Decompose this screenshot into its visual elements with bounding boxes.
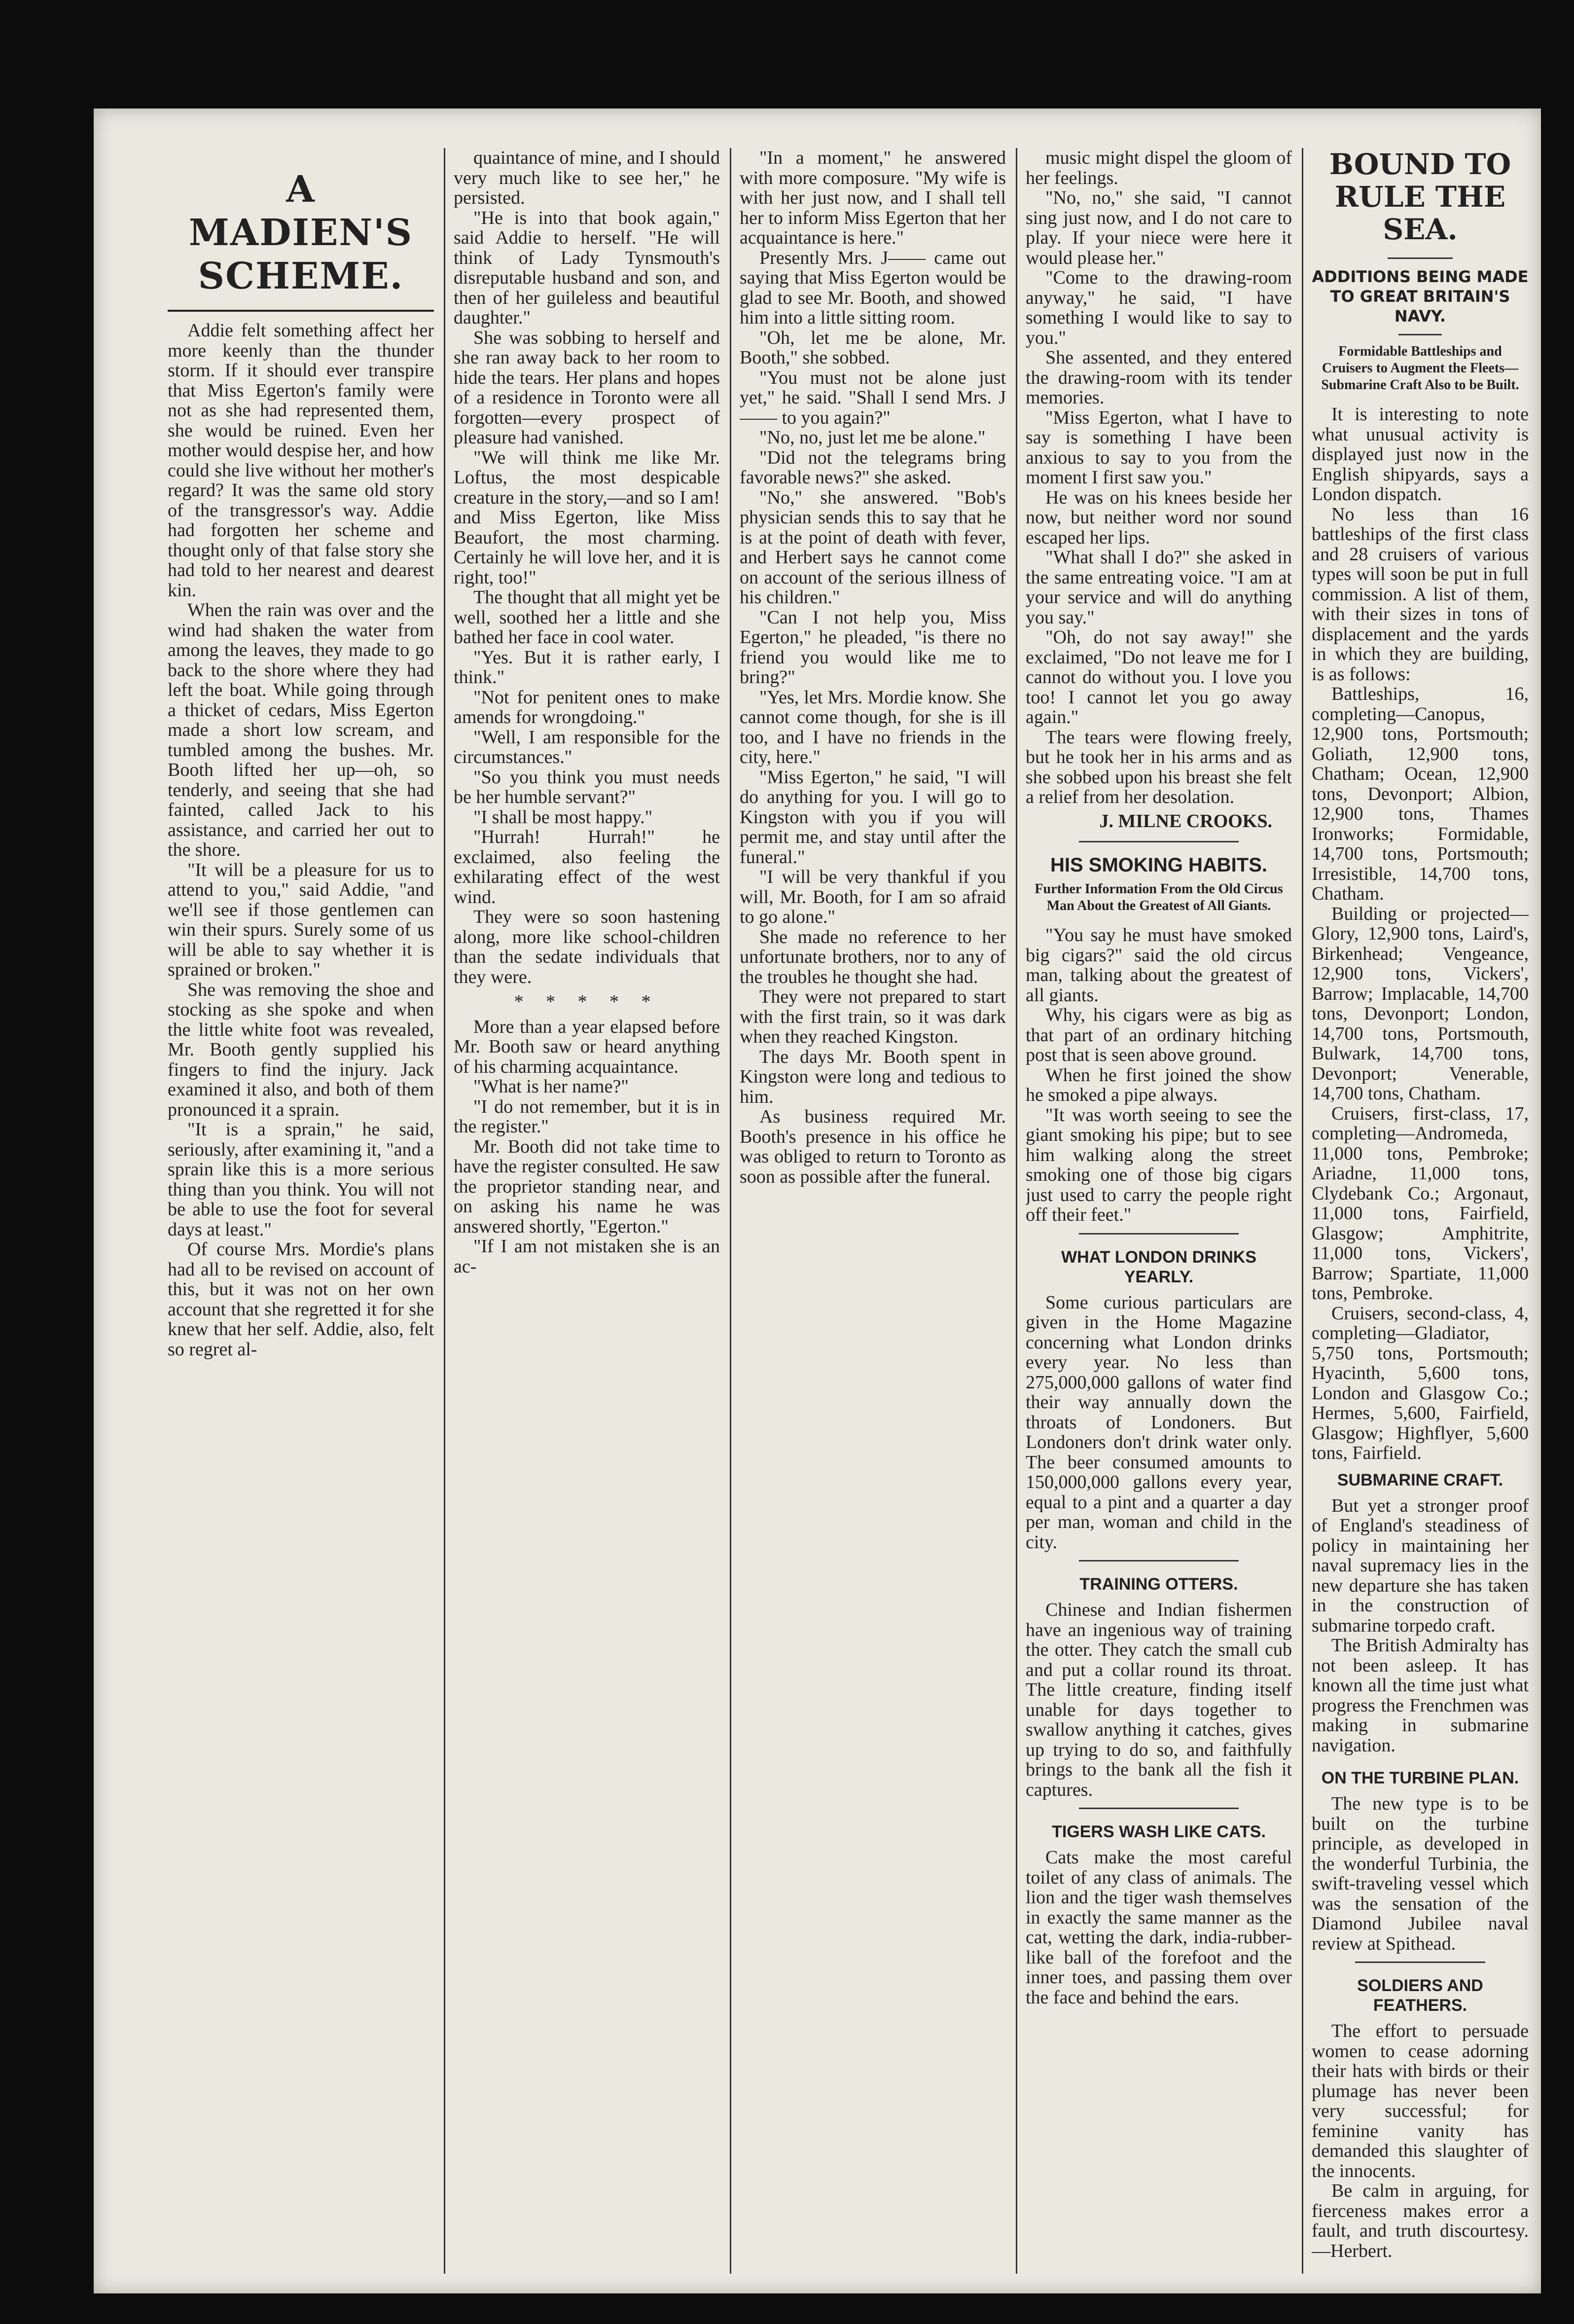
author-signature: J. MILNE CROOKS. xyxy=(1099,810,1272,832)
column-4 xyxy=(1026,148,1292,2274)
paragraph: Cats make the most careful toilet of any class of animals. The lion and the tiger wash themselves in exactly the same manner as the cat, wetting the dark, india-rubber-like ball of the forefoot and the inner toes, and passing them over the face and behind the ears. xyxy=(1026,1847,1292,2008)
paragraph: "It is a sprain," he said, seriously, after examining it, "and a sprain like this is a more serious thing than you think. You will not be able to use the foot for several days at least." xyxy=(168,1119,434,1240)
paragraph: When the rain was over and the wind had shaken the water from among the leaves, they made to go back to the shore where they had left the boat. While going through a thicket of cedars, Miss Egerton made a short low scream, and tumbled among the bushes. Mr. Booth lifted her up—oh, so tenderly, and seeing that she had fainted, called Jack to his assistance, and carried her out to the shore. xyxy=(168,600,434,860)
column-5 xyxy=(1312,148,1529,2274)
paragraph: Addie felt something affect her more keenly than the thunder storm. If it should ever transpire that Miss Egerton's family were not as she had represented them, she would be ruined. Even her mother would despise her, and how could she live without her mother's regard? It was the same old story of the transgressor's way. Addie had forgotten her scheme and thought only of that false story she had told to her nearest and dearest kin. xyxy=(168,320,434,601)
paragraph: He was on his knees beside her now, but neither word nor sound escaped her lips. xyxy=(1026,487,1292,548)
paragraph: Some curious particulars are given in the Home Magazine concerning what London drinks every year. No less than 275,000,000 gallons of water find their way annually down the throats of Londoners. But Londoners don't drink water only. The beer consumed amounts to 150,000,000 gallons every year, equal to a pint and a quarter a day per man, woman and child in the city. xyxy=(1026,1292,1292,1553)
paragraph: "He is into that book again," said Addie to herself. "He will think of Lady Tynsmouth's disreputable husband and son, and then of her guileless and beautiful daughter." xyxy=(454,207,720,328)
paragraph: The thought that all might yet be well, soothed her a little and she bathed her face in cool water. xyxy=(454,587,720,648)
paragraph: "So you think you must needs be her humble servant?" xyxy=(454,766,720,807)
divider xyxy=(1079,1808,1239,1809)
paragraph: Why, his cigars were as big as that part of an ordinary hitching post that is seen above ground. xyxy=(1026,1005,1292,1065)
paragraph: "Oh, let me be alone, Mr. Booth," she sobbed. xyxy=(740,327,1006,368)
paragraph: The new type is to be built on the turbine principle, as developed in the wonderful Turbinia, the swift-traveling vessel which was the sensation of the Diamond Jubilee naval review at Spithead. xyxy=(1312,1793,1529,1954)
subhead-turbine-plan: ON THE TURBINE PLAN. xyxy=(1321,1769,1519,1787)
headline-soldiers-feathers: SOLDIERS AND FEATHERS. xyxy=(1357,1976,1483,2015)
paragraph: The days Mr. Booth spent in Kingston were long and tedious to him. xyxy=(740,1046,1006,1107)
paragraph: "No, no, just let me be alone." xyxy=(759,427,986,448)
column-1 xyxy=(168,148,434,2274)
paragraph: "In a moment," he answered with more composure. "My wife is with her just now, and I shall tell her to inform Miss Egerton that her acquaintance is here." xyxy=(740,148,1006,248)
paragraph: "Miss Egerton, what I have to say is something I have been anxious to say to you from the moment I first saw you." xyxy=(1026,407,1292,488)
paragraph: "Yes, let Mrs. Mordie know. She cannot come though, for she is ill too, and I have no friends in the city, here." xyxy=(740,687,1006,767)
headline-tigers-wash: TIGERS WASH LIKE CATS. xyxy=(1052,1822,1266,1841)
headline-maidens-scheme: A MADIEN'S SCHEME. xyxy=(188,168,413,297)
paragraph: "Not for penitent ones to make amends for wrongdoing." xyxy=(454,687,720,727)
paragraph: Building or projected—Glory, 12,900 tons, Laird's, Birkenhead; Vengeance, 12,900 tons, Vickers', Barrow; Implacable, 14,700 tons, Devonport; London, 14,700 tons, Portsmouth, Bulwark, 14,700 tons, Devonport; Venerable, 14,700 tons, Chatham. xyxy=(1312,903,1529,1104)
paragraph: "No," she answered. "Bob's physician sends this to say that he is at the point of death with fever, and Herbert says he cannot come on account of the serious illness of his children." xyxy=(740,487,1006,608)
paragraph: But yet a stronger proof of England's steadiness of policy in maintaining her naval supremacy lies in the new departure she has taken in the construction of submarine torpedo craft. xyxy=(1312,1495,1529,1636)
paragraph: They were not prepared to start with the first train, so it was dark when they reached Kingston. xyxy=(740,986,1006,1047)
subhead-navy: ADDITIONS BEING MADE TO GREAT BRITAIN'S NAVY. xyxy=(1312,267,1529,326)
paragraph: Battleships, 16, completing—Canopus, 12,900 tons, Portsmouth; Goliath, 12,900 tons, Chatham; Ocean, 12,900 tons, Devonport; Albion, 12,900 tons, Thames Ironworks; Formidable, 14,700 tons, Portsmouth; Irresistible, 14,700 tons, Chatham. xyxy=(1312,684,1529,904)
divider xyxy=(1388,257,1453,259)
section-break-stars: * * * * * xyxy=(514,991,660,1012)
paragraph: music might dispel the gloom of her feelings. xyxy=(1026,148,1292,188)
paragraph: The British Admiralty has not been asleep. It has known all the time just what progress the Frenchmen was making in submarine navigation. xyxy=(1312,1635,1529,1756)
paragraph: Chinese and Indian fishermen have an ingenious way of training the otter. They catch the small cub and put a collar round its throat. The little creature, finding itself unable for days together to swallow anything it catches, gives up trying to do so, and faithfully brings to the bank all the fish it captures. xyxy=(1026,1599,1292,1800)
paragraph: She was sobbing to herself and she ran away back to her room to hide the tears. Her plans and hopes of a residence in Toronto were all forgotten—every prospect of pleasure had vanished. xyxy=(454,327,720,448)
paragraph: The tears were flowing freely, but he took her in his arms and as she sobbed upon his breast she felt a relief from her desolation. xyxy=(1026,726,1292,807)
paragraph: No less than 16 battleships of the first class and 28 cruisers of various types will soon be put in full commission. A list of them, with their sizes in tons of displacement and the yards in which they are building, is as follows: xyxy=(1312,504,1529,685)
divider xyxy=(1079,1233,1239,1235)
paragraph: As business required Mr. Booth's presence in his office he was obliged to return to Toronto as soon as possible after the funeral. xyxy=(740,1106,1006,1187)
column-rule xyxy=(444,148,445,2274)
paragraph: They were so soon hastening along, more like school-children than the sedate individuals that they were. xyxy=(454,907,720,987)
paragraph: It is interesting to note what unusual activity is displayed just now in the English shipyards, says a London dispatch. xyxy=(1312,404,1529,505)
column-rule xyxy=(730,148,731,2274)
paragraph: "Come to the drawing-room anyway," he said, "I have something I would like to say to you." xyxy=(1026,267,1292,348)
paragraph: She assented, and they entered the drawing-room with its tender memories. xyxy=(1026,347,1292,408)
paragraph: More than a year elapsed before Mr. Booth saw or heard anything of his charming acquaintance. xyxy=(454,1016,720,1077)
divider xyxy=(1079,1560,1239,1561)
headline-smoking-habits: HIS SMOKING HABITS. xyxy=(1050,854,1268,876)
column-rule xyxy=(1302,148,1303,2274)
subhead-submarine-craft: SUBMARINE CRAFT. xyxy=(1337,1470,1503,1489)
column-rule xyxy=(1016,148,1017,2274)
paragraph: "Did not the telegrams bring favorable news?" she asked. xyxy=(740,447,1006,488)
headline-london-drinks: WHAT LONDON DRINKS YEARLY. xyxy=(1061,1247,1256,1286)
paragraph: When he first joined the show he smoked a pipe always. xyxy=(1026,1064,1292,1105)
divider xyxy=(1398,334,1442,335)
paragraph: "I do not remember, but it is in the register." xyxy=(454,1096,720,1137)
paragraph: "Oh, do not say away!" she exclaimed, "Do not leave me for I cannot do without you. I love you too! I cannot let you go away again." xyxy=(1026,627,1292,727)
paragraph: "Can I not help you, Miss Egerton," he pleaded, "is there no friend you would like me to bring?" xyxy=(740,607,1006,688)
headline-training-otters: TRAINING OTTERS. xyxy=(1079,1575,1238,1594)
divider xyxy=(168,310,434,312)
newspaper-page xyxy=(94,109,1541,2293)
paragraph: She made no reference to her unfortunate brothers, nor to any of the troubles he thought she had. xyxy=(740,926,1006,987)
paragraph: Of course Mrs. Mordie's plans had all to be revised on account of this, but it was not on her own account that she regretted it for she knew that her self. Addie, also, felt so regret al- xyxy=(168,1239,434,1360)
paragraph: Presently Mrs. J—— came out saying that Miss Egerton would be glad to see Mr. Booth, and showed him into a little sitting room. xyxy=(740,247,1006,328)
paragraph: "We will think me like Mr. Loftus, the most despicable creature in the story,—and so I am! and Miss Egerton, like Miss Beaufort, the most charming. Certainly he will love her, and it is right, too!" xyxy=(454,447,720,588)
paragraph: Mr. Booth did not take time to have the register consulted. He saw the proprietor standing near, and on asking his name he was answered shortly, "Egerton." xyxy=(454,1136,720,1237)
paragraph: "If I am not mistaken she is an ac- xyxy=(454,1236,720,1277)
deck-navy: Formidable Battleships and Cruisers to Augment the Fleets—Submarine Craft Also to be Built. xyxy=(1321,344,1519,393)
paragraph: "What is her name?" xyxy=(473,1076,629,1097)
paragraph: "Well, I am responsible for the circumstances." xyxy=(454,726,720,767)
paragraph: "Hurrah! Hurrah!" he exclaimed, also feeling the exhilarating effect of the west wind. xyxy=(454,827,720,908)
paragraph: quaintance of mine, and I should very much like to see her," he persisted. xyxy=(454,148,720,208)
divider xyxy=(1355,1961,1485,1963)
paragraph: "You must not be alone just yet," he said. "Shall I send Mrs. J—— to you again?" xyxy=(740,367,1006,428)
paragraph: She was removing the shoe and stocking as she spoke and when the little white foot was revealed, Mr. Booth gently supplied his fingers to find the injury. Jack examined it also, and both of them pronounced it a sprain. xyxy=(168,979,434,1120)
paragraph: The effort to persuade women to cease adorning their hats with birds or their plumage has never been very successful; for feminine vanity has demanded this slaughter of the innocents. xyxy=(1312,2021,1529,2181)
deck-smoking-habits: Further Information From the Old Circus Man About the Greatest of All Giants. xyxy=(1035,881,1283,913)
paragraph: "It was worth seeing to see the giant smoking his pipe; but to see him walking along the street smoking one of those big cigars just used to carry the people right off their feet." xyxy=(1026,1104,1292,1225)
divider xyxy=(1079,841,1239,842)
paragraph: "Yes. But it is rather early, I think." xyxy=(454,647,720,688)
paragraph: "It will be a pleasure for us to attend to you," said Addie, "and we'll see if those gentlemen can win their spurs. Surely some of us will be able to say whether it is sprained or broken." xyxy=(168,859,434,980)
headline-rule-the-sea: BOUND TO RULE THE SEA. xyxy=(1329,148,1511,246)
paragraph: "What shall I do?" she asked in the same entreating voice. "I am at your service and will do anything you say." xyxy=(1026,547,1292,628)
paragraph: Cruisers, first-class, 17, completing—Andromeda, 11,000 tons, Pembroke; Ariadne, 11,000 tons, Clydebank Co.; Argonaut, 11,000 tons, Fairfield, Glasgow; Amphitrite, 11,000 tons, Vickers', Barrow; Spartiate, 11,000 tons, Pembroke. xyxy=(1312,1103,1529,1304)
column-3 xyxy=(740,148,1006,2274)
paragraph: Cruisers, second-class, 4, completing—Gladiator, 5,750 tons, Portsmouth; Hyacinth, 5,600 tons, London and Glasgow Co.; Hermes, 5,600, Fairfield, Glasgow; Highflyer, 5,600 tons, Fairfield. xyxy=(1312,1303,1529,1463)
paragraph: "You say he must have smoked big cigars?" said the old circus man, talking about the greatest of all giants. xyxy=(1026,925,1292,1006)
column-2 xyxy=(454,148,720,2274)
paragraph: "Miss Egerton," he said, "I will do anything for you. I will go to Kingston with you if you will permit me, and stay until after the funeral." xyxy=(740,766,1006,868)
paragraph: "No, no," she said, "I cannot sing just now, and I do not care to play. If your niece were here it would please her." xyxy=(1026,187,1292,268)
paragraph: Be calm in arguing, for fierceness makes error a fault, and truth discourtesy.—Herbert. xyxy=(1312,2180,1529,2261)
paragraph: "I shall be most happy." xyxy=(473,806,653,828)
paragraph: "I will be very thankful if you will, Mr. Booth, for I am so afraid to go alone." xyxy=(740,867,1006,927)
